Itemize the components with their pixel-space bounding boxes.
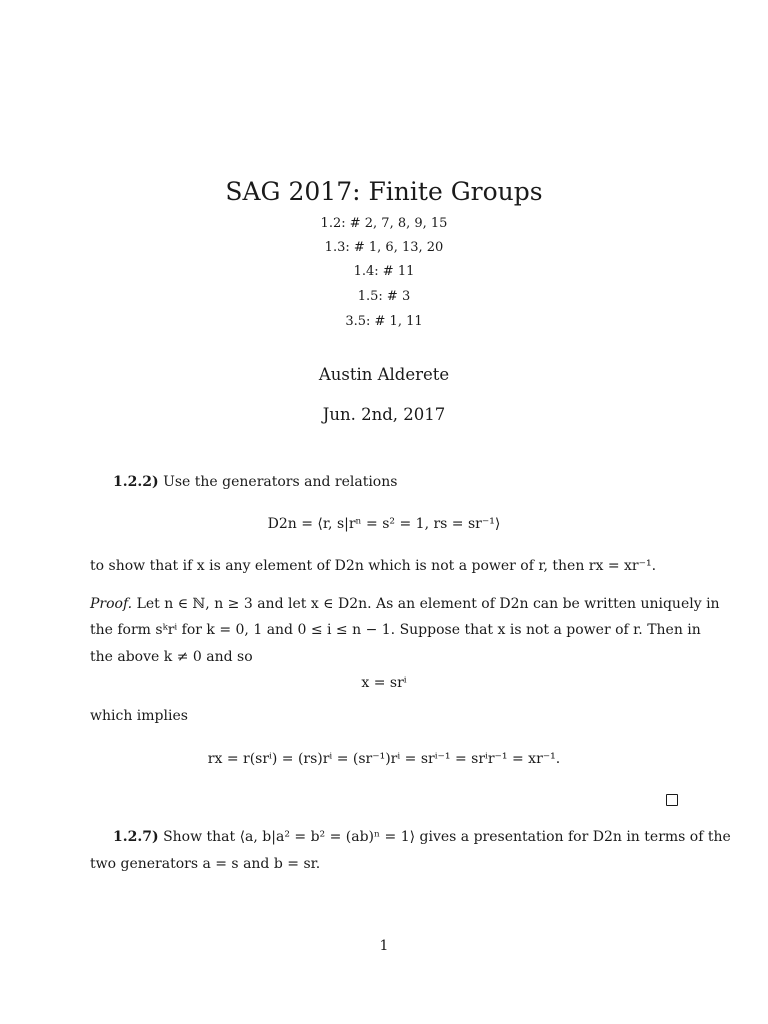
equation-x: x = srⁱ [361,675,407,691]
problem-1-heading [113,469,397,495]
presentation-equation: D2n = ⟨r, s|rⁿ = s² = 1, rs = sr⁻¹⟩ [267,516,501,532]
problem-number: 1.2.2) [113,474,159,490]
assigned-problems-line: 1.4: # 11 [353,264,415,279]
problem-2-line: two generators a = s and b = sr. [90,856,321,872]
proof-label: Proof. [90,596,133,612]
qed-square-icon [666,794,678,806]
assigned-problems-line: 1.2: # 2, 7, 8, 9, 15 [320,216,448,231]
proof-line: the above k ≠ 0 and so [90,649,253,665]
author-name: Austin Alderete [318,365,450,384]
assigned-problems-line: 1.3: # 1, 6, 13, 20 [324,240,444,255]
assigned-problems-line: 3.5: # 1, 11 [345,314,423,329]
proof-line: the form sᵏrⁱ for k = 0, 1 and 0 ≤ i ≤ n − 1. Suppose that x is not a power of r. Then in [90,622,701,638]
document-date: Jun. 2nd, 2017 [322,405,446,424]
proof-line [90,591,720,617]
equation-rx: rx = r(srⁱ) = (rs)rⁱ = (sr⁻¹)rⁱ = srⁱ⁻¹ = srⁱr⁻¹ = xr⁻¹. [207,751,561,767]
problem-2-heading [113,824,731,850]
problem-number: 1.2.7) [113,829,159,845]
problem-1-statement: to show that if x is any element of D2n which is not a power of r, then rx = xr⁻¹. [90,558,657,574]
assigned-problems-line: 1.5: # 3 [357,289,411,304]
proof-text: Let n ∈ ℕ, n ≥ 3 and let x ∈ D2n. As an element of D2n can be written uniquely in [136,596,720,612]
problem-text: Show that ⟨a, b|a² = b² = (ab)ⁿ = 1⟩ gives a presentation for D2n in terms of the [163,829,731,845]
page-number: 1 [379,938,389,954]
document-title: SAG 2017: Finite Groups [225,177,543,206]
proof-line: which implies [90,708,188,724]
problem-prompt: Use the generators and relations [163,474,398,490]
